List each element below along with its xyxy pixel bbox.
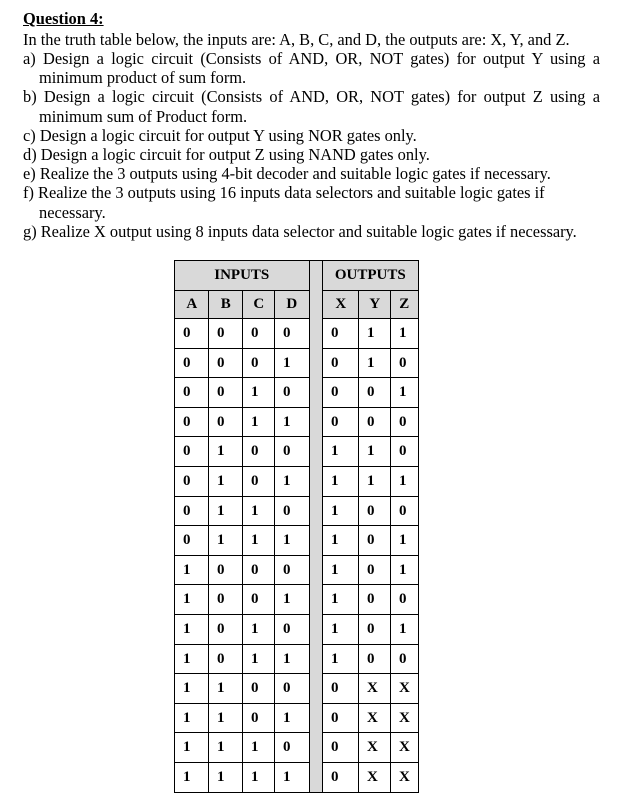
table-cell: 0 (274, 377, 310, 408)
table-cell: X (390, 762, 419, 793)
table-cell: 0 (322, 407, 360, 438)
table-cell: 1 (174, 555, 210, 586)
table-cell: X (390, 703, 419, 734)
table-cell: 0 (358, 584, 392, 615)
table-cell: 1 (274, 762, 310, 793)
table-cell: 0 (242, 584, 276, 615)
table-cell: 0 (208, 555, 244, 586)
table-cell: 1 (322, 584, 360, 615)
table-cell: 1 (390, 466, 419, 497)
table-cell: 1 (390, 555, 419, 586)
table-cell: 1 (174, 644, 210, 675)
question-item-line: g) Realize X output using 8 inputs data selector and suitable logic gates if necessary. (23, 221, 577, 241)
table-cell: X (358, 762, 392, 793)
question-item-line: necessary. (39, 202, 106, 222)
question-item-line: c) Design a logic circuit for output Y using NOR gates only. (23, 125, 417, 145)
table-cell: 0 (174, 318, 210, 349)
table-cell: X (390, 673, 419, 704)
table-divider (308, 260, 322, 793)
table-cell: 1 (174, 673, 210, 704)
table-cell: 1 (208, 732, 244, 763)
column-header: C (242, 290, 276, 320)
table-cell: 1 (274, 703, 310, 734)
table-cell: 0 (274, 318, 310, 349)
table-cell: 1 (242, 377, 276, 408)
table-cell: 1 (358, 318, 392, 349)
table-cell: 0 (358, 525, 392, 556)
table-cell: 0 (274, 673, 310, 704)
table-cell: 1 (208, 673, 244, 704)
table-cell: 1 (242, 762, 276, 793)
table-cell: 1 (358, 466, 392, 497)
table-cell: 0 (208, 377, 244, 408)
table-cell: 0 (174, 525, 210, 556)
question-item-line: minimum sum of Product form. (39, 106, 248, 126)
table-cell: 0 (208, 644, 244, 675)
table-cell: 1 (174, 584, 210, 615)
table-cell: 0 (242, 318, 276, 349)
table-cell: 0 (390, 644, 419, 675)
table-cell: 1 (208, 436, 244, 467)
table-cell: 1 (174, 762, 210, 793)
table-cell: 1 (274, 407, 310, 438)
table-cell: 1 (208, 496, 244, 527)
table-cell: 1 (322, 555, 360, 586)
table-cell: 1 (358, 348, 392, 379)
table-cell: 1 (242, 614, 276, 645)
table-cell: 0 (358, 614, 392, 645)
table-cell: 0 (322, 673, 360, 704)
table-cell: 1 (322, 466, 360, 497)
table-cell: 0 (242, 703, 276, 734)
table-cell: 0 (242, 555, 276, 586)
table-cell: 0 (358, 496, 392, 527)
table-cell: 1 (274, 466, 310, 497)
table-cell: 0 (174, 496, 210, 527)
table-cell: 0 (274, 436, 310, 467)
table-cell: 1 (322, 436, 360, 467)
table-cell: X (358, 673, 392, 704)
table-cell: 0 (242, 673, 276, 704)
table-cell: 0 (242, 466, 276, 497)
table-cell: 0 (242, 436, 276, 467)
table-cell: 1 (208, 466, 244, 497)
question-item-line: b) Design a logic circuit (Consists of AND, OR, NOT gates) for output Z using a (23, 87, 600, 107)
table-cell: 1 (390, 318, 419, 349)
table-cell: 0 (390, 436, 419, 467)
table-cell: 1 (174, 614, 210, 645)
table-cell: 0 (208, 407, 244, 438)
table-cell: 0 (358, 555, 392, 586)
table-cell: 1 (358, 436, 392, 467)
table-cell: 0 (242, 348, 276, 379)
question-title: Question 4: (23, 9, 104, 28)
table-cell: 0 (358, 407, 392, 438)
table-cell: 0 (208, 348, 244, 379)
table-cell: 0 (322, 377, 360, 408)
table-cell: 0 (174, 466, 210, 497)
table-cell: 0 (390, 348, 419, 379)
table-cell: 0 (358, 377, 392, 408)
table-cell: 1 (322, 525, 360, 556)
table-cell: 1 (242, 407, 276, 438)
table-cell: 1 (242, 644, 276, 675)
table-cell: 1 (322, 496, 360, 527)
table-cell: 0 (274, 555, 310, 586)
table-cell: 0 (208, 318, 244, 349)
table-cell: 1 (242, 496, 276, 527)
table-cell: 0 (274, 496, 310, 527)
outputs-header: OUTPUTS (322, 260, 419, 292)
question-item-line: a) Design a logic circuit (Consists of AND, OR, NOT gates) for output Y using a (23, 49, 600, 68)
column-header: Z (390, 290, 419, 320)
column-header: A (174, 290, 210, 320)
table-cell: 1 (390, 614, 419, 645)
table-cell: 1 (208, 762, 244, 793)
table-cell: 0 (322, 703, 360, 734)
table-cell: 0 (322, 318, 360, 349)
question-item-line: minimum product of sum form. (39, 68, 247, 88)
table-cell: 0 (274, 732, 310, 763)
question-intro: In the truth table below, the inputs are: A, B, C, and D, the outputs are: X, Y, and Z. (23, 30, 570, 49)
table-cell: 1 (208, 525, 244, 556)
table-cell: 0 (174, 436, 210, 467)
table-cell: 1 (322, 644, 360, 675)
table-cell: 0 (322, 348, 360, 379)
table-cell: 1 (274, 644, 310, 675)
table-cell: X (390, 732, 419, 763)
column-header: B (208, 290, 244, 320)
question-item-line: f) Realize the 3 outputs using 16 inputs data selectors and suitable logic gates if (23, 183, 545, 203)
table-cell: 0 (358, 644, 392, 675)
table-cell: 0 (322, 762, 360, 793)
table-cell: 1 (242, 732, 276, 763)
table-cell: 1 (390, 525, 419, 556)
truth-table (174, 260, 417, 792)
table-cell: 1 (274, 525, 310, 556)
table-cell: 1 (390, 377, 419, 408)
table-cell: 1 (208, 703, 244, 734)
table-cell: 0 (208, 614, 244, 645)
table-cell: X (358, 732, 392, 763)
table-cell: 1 (274, 348, 310, 379)
table-cell: X (358, 703, 392, 734)
inputs-header: INPUTS (174, 260, 310, 292)
table-cell: 0 (390, 496, 419, 527)
table-cell: 0 (208, 584, 244, 615)
question-item-line: e) Realize the 3 outputs using 4-bit decoder and suitable logic gates if necessary. (23, 164, 551, 184)
table-cell: 0 (390, 584, 419, 615)
table-cell: 1 (174, 732, 210, 763)
table-cell: 0 (174, 407, 210, 438)
table-cell: 1 (174, 703, 210, 734)
table-cell: 0 (174, 377, 210, 408)
table-cell: 0 (390, 407, 419, 438)
table-cell: 0 (322, 732, 360, 763)
table-cell: 0 (174, 348, 210, 379)
table-cell: 0 (274, 614, 310, 645)
column-header: D (274, 290, 310, 320)
column-header: Y (358, 290, 392, 320)
column-header: X (322, 290, 360, 320)
table-cell: 1 (242, 525, 276, 556)
question-item-line: d) Design a logic circuit for output Z using NAND gates only. (23, 145, 430, 164)
table-cell: 1 (274, 584, 310, 615)
table-cell: 1 (322, 614, 360, 645)
